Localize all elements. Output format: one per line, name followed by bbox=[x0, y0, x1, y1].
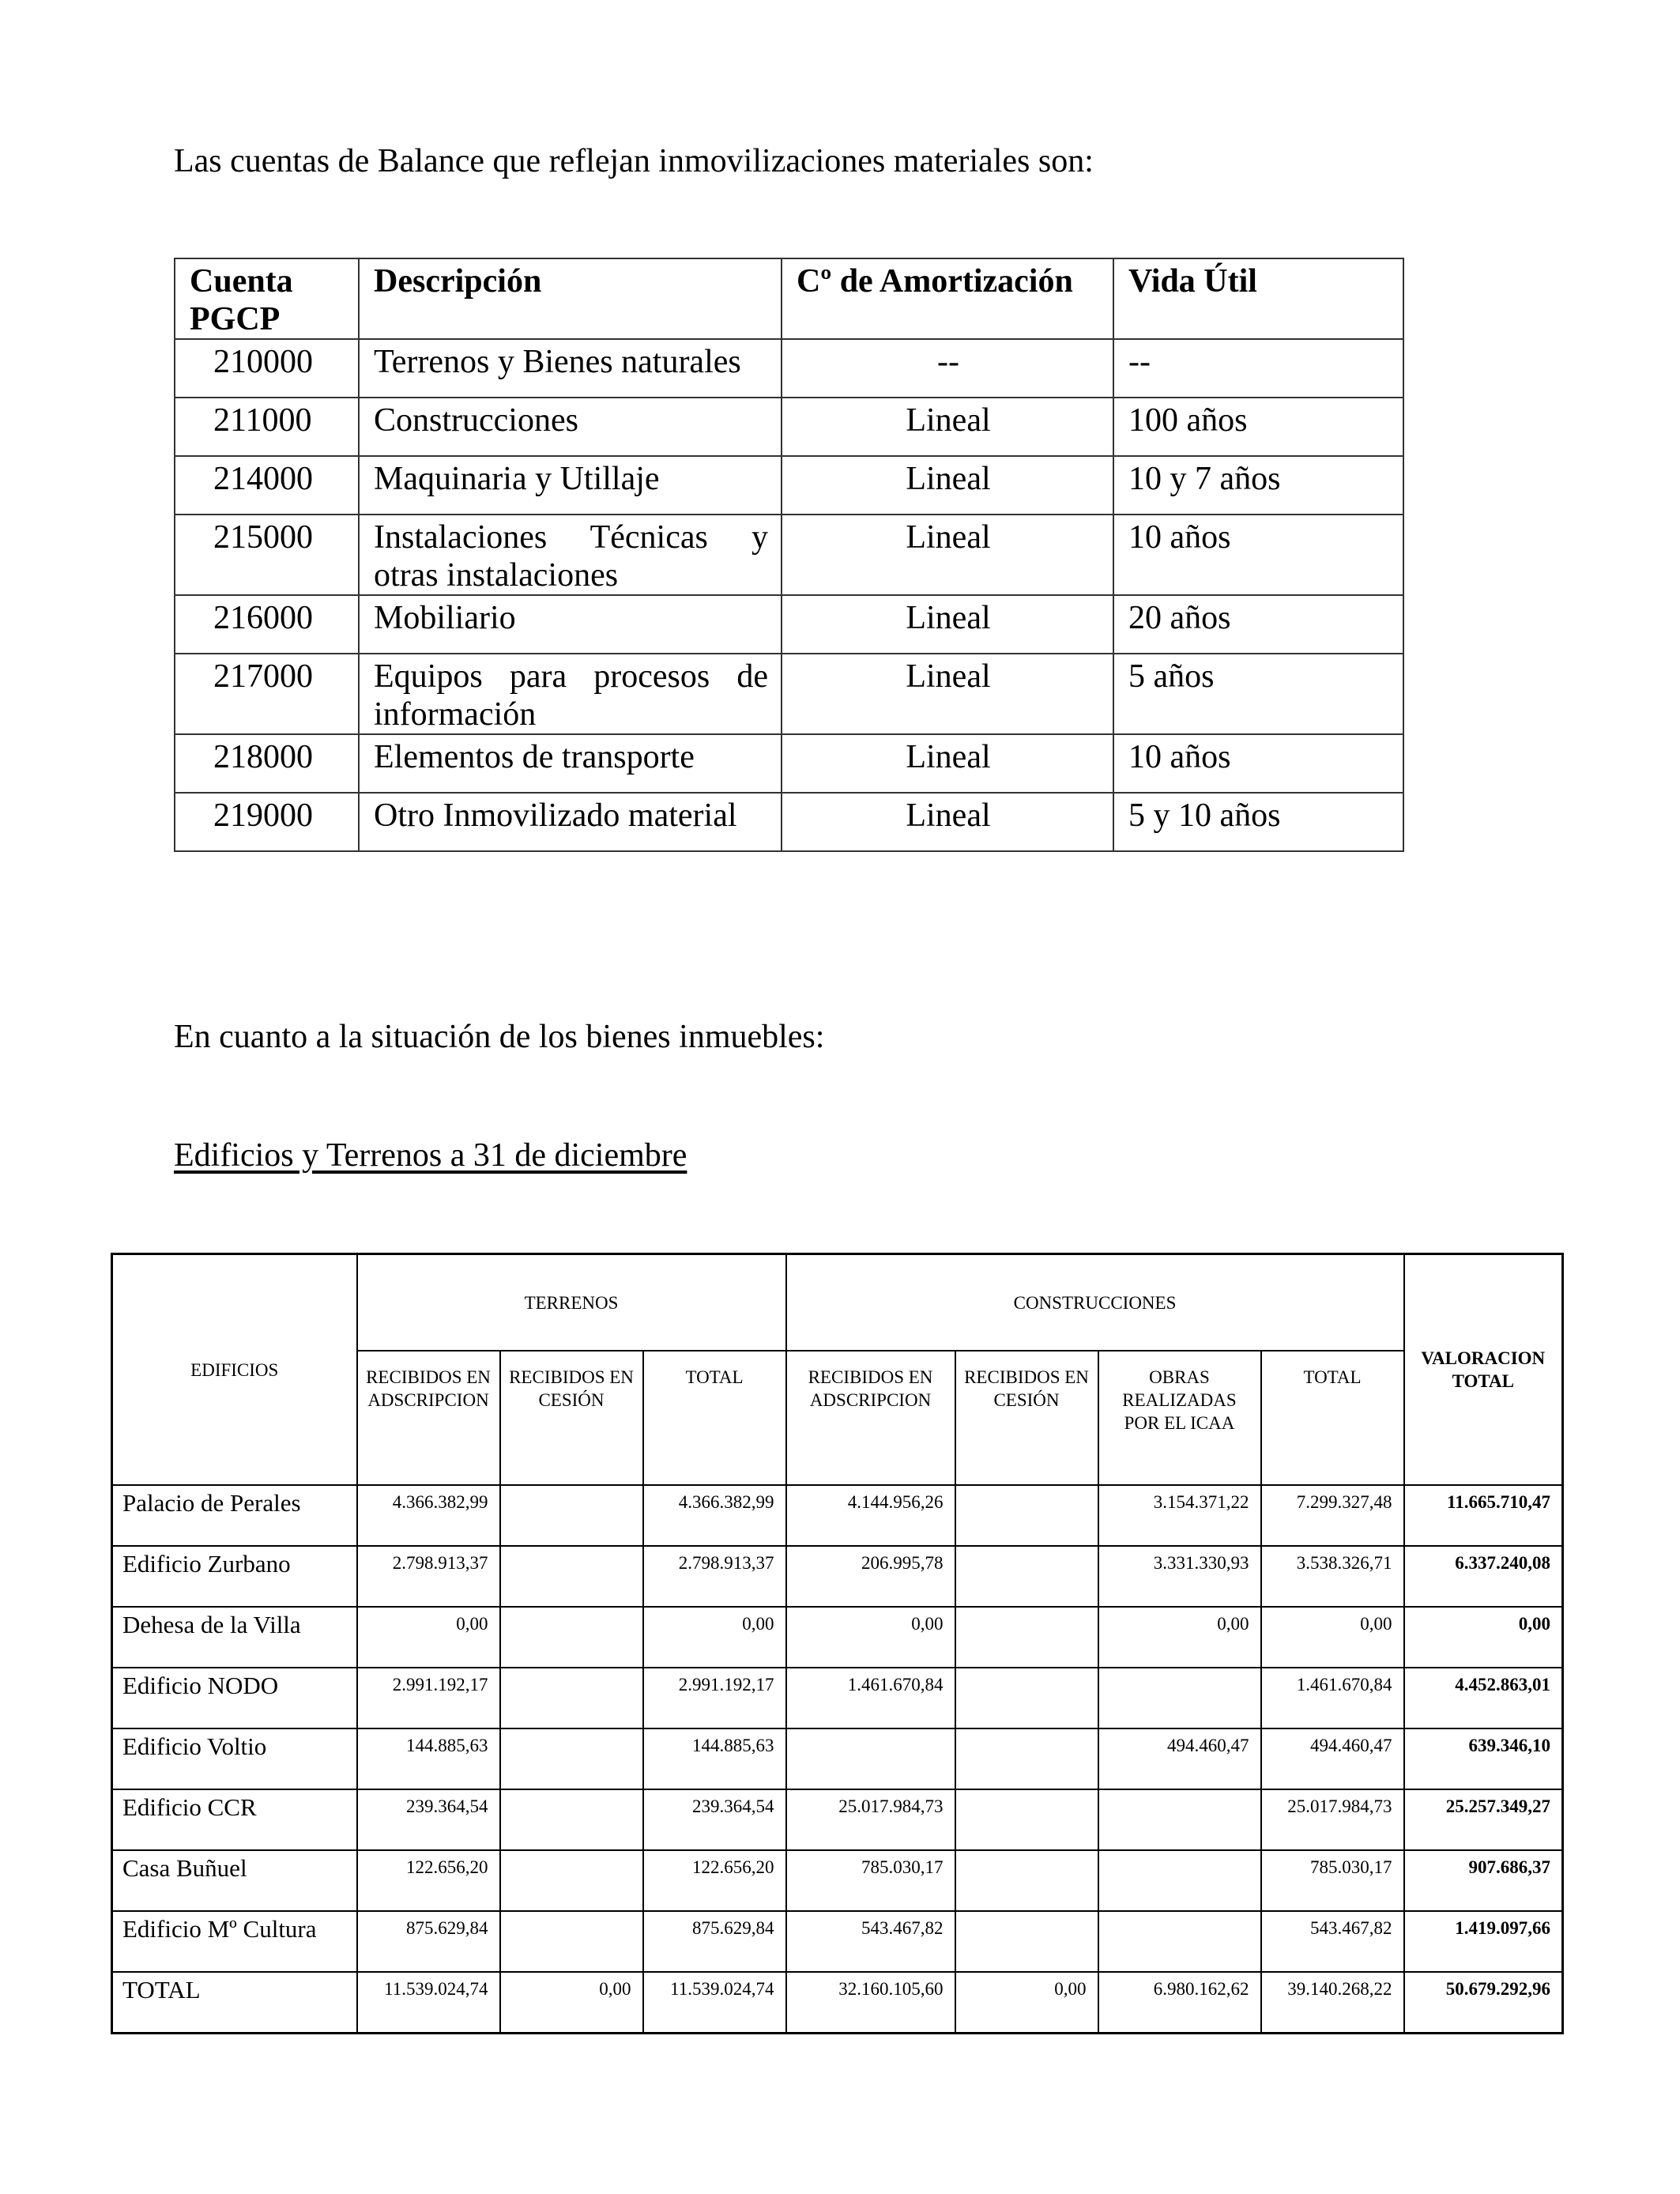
building-name: Edificio NODO bbox=[112, 1668, 357, 1728]
value-cell: 0,00 bbox=[955, 1972, 1098, 2033]
valoracion-total-cell: 907.686,37 bbox=[1404, 1850, 1563, 1911]
building-row bbox=[112, 1607, 1563, 1668]
value-cell: 785.030,17 bbox=[786, 1850, 955, 1911]
value-cell: 239.364,54 bbox=[643, 1789, 786, 1850]
value-cell: 3.538.326,71 bbox=[1261, 1546, 1404, 1607]
value-cell bbox=[955, 1668, 1098, 1728]
header-construcciones bbox=[786, 1254, 1404, 1351]
account-amortization-method: Lineal bbox=[782, 515, 1113, 595]
value-cell: 3.331.330,93 bbox=[1098, 1546, 1261, 1607]
account-row bbox=[175, 654, 1403, 734]
value-cell: 2.991.192,17 bbox=[357, 1668, 500, 1728]
building-name: Edificio Voltio bbox=[112, 1728, 357, 1789]
value-cell: 122.656,20 bbox=[643, 1850, 786, 1911]
valoracion-total-cell: 25.257.349,27 bbox=[1404, 1789, 1563, 1850]
value-cell: 4.366.382,99 bbox=[643, 1485, 786, 1546]
building-row bbox=[112, 1668, 1563, 1728]
account-useful-life: 5 y 10 años bbox=[1113, 793, 1403, 851]
account-row bbox=[175, 595, 1403, 654]
value-cell bbox=[500, 1911, 643, 1972]
value-cell bbox=[1098, 1850, 1261, 1911]
account-code: 217000 bbox=[175, 654, 359, 734]
buildings-table bbox=[111, 1253, 1564, 2034]
value-cell: 875.629,84 bbox=[643, 1911, 786, 1972]
account-amortization-method: Lineal bbox=[782, 654, 1113, 734]
accounts-table bbox=[174, 258, 1404, 852]
building-name: Dehesa de la Villa bbox=[112, 1607, 357, 1668]
building-row bbox=[112, 1728, 1563, 1789]
value-cell: 7.299.327,48 bbox=[1261, 1485, 1404, 1546]
account-amortization-method: -- bbox=[782, 339, 1113, 398]
value-cell: 6.980.162,62 bbox=[1098, 1972, 1261, 2033]
total-row bbox=[112, 1972, 1563, 2033]
value-cell: 11.539.024,74 bbox=[643, 1972, 786, 2033]
account-code: 216000 bbox=[175, 595, 359, 654]
subheader-construcciones-cesion: RECIBIDOS EN CESIÓN bbox=[955, 1351, 1098, 1485]
building-row bbox=[112, 1850, 1563, 1911]
value-cell: 494.460,47 bbox=[1098, 1728, 1261, 1789]
building-name: Edificio Mº Cultura bbox=[112, 1911, 357, 1972]
value-cell: 0,00 bbox=[357, 1607, 500, 1668]
header-valoracion-total: VALORACION TOTAL bbox=[1404, 1254, 1563, 1486]
subheader-construcciones-adscripcion: RECIBIDOS EN ADSCRIPCION bbox=[786, 1351, 955, 1485]
value-cell: 32.160.105,60 bbox=[786, 1972, 955, 2033]
value-cell: 2.798.913,37 bbox=[643, 1546, 786, 1607]
header-construcciones-label: CONSTRUCCIONES bbox=[1013, 1292, 1177, 1313]
value-cell bbox=[955, 1607, 1098, 1668]
header-terrenos-label: TERRENOS bbox=[524, 1292, 619, 1313]
account-amortization-method: Lineal bbox=[782, 793, 1113, 851]
account-row bbox=[175, 398, 1403, 456]
value-cell: 4.366.382,99 bbox=[357, 1485, 500, 1546]
account-amortization-method: Lineal bbox=[782, 456, 1113, 515]
value-cell: 0,00 bbox=[643, 1607, 786, 1668]
account-code: 211000 bbox=[175, 398, 359, 456]
account-row bbox=[175, 515, 1403, 595]
account-useful-life: 10 años bbox=[1113, 734, 1403, 793]
value-cell: 785.030,17 bbox=[1261, 1850, 1404, 1911]
account-useful-life: -- bbox=[1113, 339, 1403, 398]
building-name: Casa Buñuel bbox=[112, 1850, 357, 1911]
value-cell bbox=[500, 1546, 643, 1607]
account-description: Elementos de transporte bbox=[359, 734, 782, 793]
valoracion-total-cell: 11.665.710,47 bbox=[1404, 1485, 1563, 1546]
intro-text: Las cuentas de Balance que reflejan inmovilizaciones materiales son: bbox=[174, 143, 1094, 179]
value-cell: 543.467,82 bbox=[1261, 1911, 1404, 1972]
value-cell bbox=[1098, 1911, 1261, 1972]
building-name: Edificio Zurbano bbox=[112, 1546, 357, 1607]
value-cell: 39.140.268,22 bbox=[1261, 1972, 1404, 2033]
value-cell: 2.991.192,17 bbox=[643, 1668, 786, 1728]
value-cell bbox=[500, 1485, 643, 1546]
value-cell bbox=[955, 1789, 1098, 1850]
value-cell bbox=[955, 1485, 1098, 1546]
building-row bbox=[112, 1546, 1563, 1607]
building-name: Edificio CCR bbox=[112, 1789, 357, 1850]
value-cell: 494.460,47 bbox=[1261, 1728, 1404, 1789]
subheader-terrenos-adscripcion: RECIBIDOS EN ADSCRIPCION bbox=[357, 1351, 500, 1485]
account-row bbox=[175, 734, 1403, 793]
account-code: 214000 bbox=[175, 456, 359, 515]
account-useful-life: 20 años bbox=[1113, 595, 1403, 654]
value-cell bbox=[1098, 1668, 1261, 1728]
value-cell: 875.629,84 bbox=[357, 1911, 500, 1972]
account-useful-life: 100 años bbox=[1113, 398, 1403, 456]
subheader-obras-icaa: OBRAS REALIZADAS POR EL ICAA bbox=[1098, 1351, 1261, 1485]
value-cell bbox=[786, 1728, 955, 1789]
section-subtitle: Edificios y Terrenos a 31 de diciembre bbox=[174, 1137, 687, 1174]
value-cell: 11.539.024,74 bbox=[357, 1972, 500, 2033]
account-row bbox=[175, 793, 1403, 851]
account-description: Construcciones bbox=[359, 398, 782, 456]
value-cell: 122.656,20 bbox=[357, 1850, 500, 1911]
account-amortization-method: Lineal bbox=[782, 734, 1113, 793]
building-row bbox=[112, 1911, 1563, 1972]
value-cell: 1.461.670,84 bbox=[1261, 1668, 1404, 1728]
valoracion-total-cell: 6.337.240,08 bbox=[1404, 1546, 1563, 1607]
valoracion-total-cell: 1.419.097,66 bbox=[1404, 1911, 1563, 1972]
account-description: Maquinaria y Utillaje bbox=[359, 456, 782, 515]
header-cuenta: Cuenta PGCP bbox=[175, 258, 359, 339]
valoracion-total-cell: 0,00 bbox=[1404, 1607, 1563, 1668]
value-cell bbox=[500, 1850, 643, 1911]
value-cell: 543.467,82 bbox=[786, 1911, 955, 1972]
subheader-terrenos-total: TOTAL bbox=[643, 1351, 786, 1485]
value-cell bbox=[1098, 1789, 1261, 1850]
account-description: Terrenos y Bienes naturales bbox=[359, 339, 782, 398]
account-description: Mobiliario bbox=[359, 595, 782, 654]
account-description: Instalaciones Técnicas y otras instalaciones bbox=[359, 515, 782, 595]
value-cell: 144.885,63 bbox=[643, 1728, 786, 1789]
header-edificios: EDIFICIOS bbox=[112, 1254, 357, 1486]
account-code: 219000 bbox=[175, 793, 359, 851]
account-description: Equipos para procesos de información bbox=[359, 654, 782, 734]
value-cell bbox=[500, 1789, 643, 1850]
value-cell bbox=[955, 1850, 1098, 1911]
account-amortization-method: Lineal bbox=[782, 595, 1113, 654]
account-amortization-method: Lineal bbox=[782, 398, 1113, 456]
building-name: TOTAL bbox=[112, 1972, 357, 2033]
account-description: Otro Inmovilizado material bbox=[359, 793, 782, 851]
account-row bbox=[175, 339, 1403, 398]
account-code: 218000 bbox=[175, 734, 359, 793]
header-terrenos bbox=[357, 1254, 786, 1351]
value-cell bbox=[500, 1607, 643, 1668]
valoracion-total-cell: 4.452.863,01 bbox=[1404, 1668, 1563, 1728]
account-code: 210000 bbox=[175, 339, 359, 398]
value-cell bbox=[955, 1728, 1098, 1789]
value-cell: 239.364,54 bbox=[357, 1789, 500, 1850]
header-amortizacion: Cº de Amortización bbox=[782, 258, 1113, 339]
accounts-header-row bbox=[175, 258, 1403, 339]
value-cell: 2.798.913,37 bbox=[357, 1546, 500, 1607]
value-cell: 0,00 bbox=[1261, 1607, 1404, 1668]
account-code: 215000 bbox=[175, 515, 359, 595]
value-cell bbox=[955, 1911, 1098, 1972]
valoracion-total-cell: 50.679.292,96 bbox=[1404, 1972, 1563, 2033]
value-cell bbox=[500, 1668, 643, 1728]
account-useful-life: 5 años bbox=[1113, 654, 1403, 734]
header-descripcion: Descripción bbox=[359, 258, 782, 339]
value-cell: 0,00 bbox=[500, 1972, 643, 2033]
value-cell: 206.995,78 bbox=[786, 1546, 955, 1607]
value-cell: 144.885,63 bbox=[357, 1728, 500, 1789]
value-cell: 1.461.670,84 bbox=[786, 1668, 955, 1728]
buildings-group-header-row bbox=[112, 1254, 1563, 1351]
subheader-construcciones-total: TOTAL bbox=[1261, 1351, 1404, 1485]
valoracion-total-cell: 639.346,10 bbox=[1404, 1728, 1563, 1789]
building-row bbox=[112, 1789, 1563, 1850]
account-row bbox=[175, 456, 1403, 515]
header-vida-util: Vida Útil bbox=[1113, 258, 1403, 339]
value-cell bbox=[500, 1728, 643, 1789]
value-cell: 3.154.371,22 bbox=[1098, 1485, 1261, 1546]
account-useful-life: 10 y 7 años bbox=[1113, 456, 1403, 515]
value-cell: 0,00 bbox=[1098, 1607, 1261, 1668]
value-cell: 0,00 bbox=[786, 1607, 955, 1668]
subheader-terrenos-cesion: RECIBIDOS EN CESIÓN bbox=[500, 1351, 643, 1485]
building-name: Palacio de Perales bbox=[112, 1485, 357, 1546]
value-cell: 25.017.984,73 bbox=[1261, 1789, 1404, 1850]
value-cell: 25.017.984,73 bbox=[786, 1789, 955, 1850]
building-row bbox=[112, 1485, 1563, 1546]
situacion-text: En cuanto a la situación de los bienes inmuebles: bbox=[174, 1019, 825, 1055]
value-cell bbox=[955, 1546, 1098, 1607]
value-cell: 4.144.956,26 bbox=[786, 1485, 955, 1546]
account-useful-life: 10 años bbox=[1113, 515, 1403, 595]
